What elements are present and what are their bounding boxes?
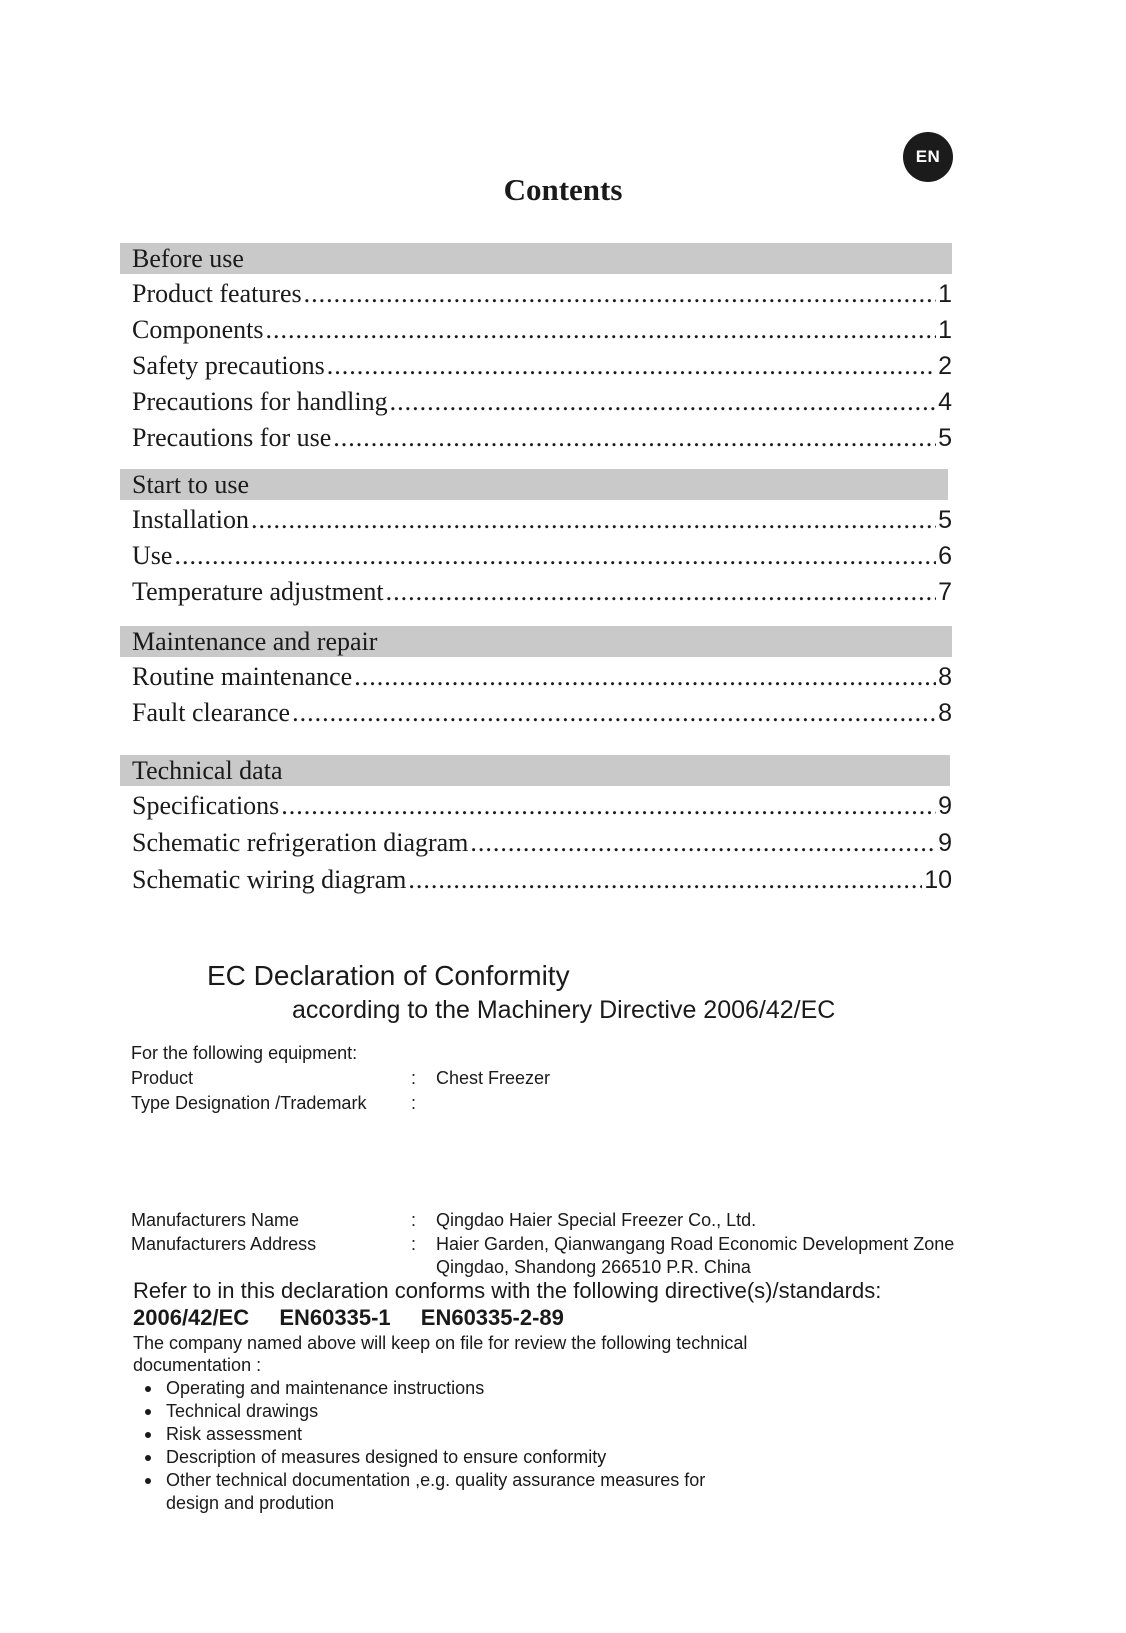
contents-title: Contents bbox=[503, 172, 623, 207]
product-colon: : bbox=[411, 1068, 417, 1088]
toc-entry-page: 8 bbox=[938, 699, 952, 727]
list-item-text: Risk assessment bbox=[166, 1424, 303, 1444]
toc-leader-dots bbox=[408, 862, 922, 898]
bullet-icon bbox=[145, 1455, 151, 1461]
language-badge-text: EN bbox=[915, 147, 941, 166]
toc-leader-dots bbox=[265, 312, 936, 348]
manufacturer-address-line1: Haier Garden, Qianwangang Road Economic Development Zone bbox=[436, 1234, 955, 1254]
list-item-text: Other technical documentation ,e.g. quality assurance measures for bbox=[166, 1470, 706, 1490]
toc-entry-page: 5 bbox=[938, 424, 952, 452]
toc-entry-page: 1 bbox=[938, 316, 952, 344]
refer-statement: Refer to in this declaration conforms with the following directive(s)/standards: bbox=[133, 1278, 882, 1303]
toc-entry[interactable] bbox=[132, 384, 952, 420]
bullet-icon bbox=[145, 1432, 151, 1438]
toc-entry-page: 1 bbox=[938, 280, 952, 308]
toc-entry-page: 9 bbox=[938, 829, 952, 857]
toc-entry-page: 7 bbox=[938, 578, 952, 606]
list-item bbox=[143, 1400, 705, 1423]
equipment-intro: For the following equipment: bbox=[131, 1043, 358, 1063]
standards-list bbox=[133, 1305, 588, 1331]
toc-entry-label: Components bbox=[132, 315, 264, 344]
toc-entry[interactable] bbox=[132, 788, 952, 824]
section-header-technical-data: Technical data bbox=[120, 755, 950, 786]
toc-leader-dots bbox=[333, 420, 936, 456]
toc-entry[interactable] bbox=[132, 348, 952, 384]
section-header-start-to-use: Start to use bbox=[120, 469, 948, 500]
standard-code: EN60335-1 bbox=[279, 1305, 391, 1330]
toc-entry[interactable] bbox=[132, 574, 952, 610]
declaration-title: EC Declaration of Conformity bbox=[207, 960, 570, 991]
toc-entry-label: Schematic wiring diagram bbox=[132, 865, 407, 894]
list-item-text: design and prodution bbox=[166, 1493, 335, 1513]
toc-entry[interactable] bbox=[132, 312, 952, 348]
list-item-text: Technical drawings bbox=[166, 1401, 319, 1421]
toc-entry-page: 8 bbox=[938, 663, 952, 691]
section-header-before-use: Before use bbox=[120, 243, 952, 274]
toc-entry[interactable] bbox=[132, 695, 952, 731]
toc-entry-label: Fault clearance bbox=[132, 698, 291, 727]
toc-leader-dots bbox=[281, 788, 936, 824]
manufacturer-address-line2: Qingdao, Shandong 266510 P.R. China bbox=[436, 1257, 751, 1277]
manufacturer-address-colon: : bbox=[411, 1234, 417, 1254]
toc-entry[interactable] bbox=[132, 538, 952, 574]
toc-entry-label: Schematic refrigeration diagram bbox=[132, 828, 469, 857]
company-statement: The company named above will keep on file for review the following technical documentation : bbox=[133, 1333, 748, 1375]
bullet-icon bbox=[145, 1386, 151, 1392]
toc-entry-label: Installation bbox=[132, 505, 249, 534]
toc-entry[interactable] bbox=[132, 276, 952, 312]
type-designation-colon: : bbox=[411, 1093, 417, 1113]
type-designation-label: Type Designation /Trademark bbox=[131, 1093, 367, 1113]
toc-entry-page: 9 bbox=[938, 792, 952, 820]
standard-code: EN60335-2-89 bbox=[420, 1305, 564, 1330]
standard-code: 2006/42/EC bbox=[133, 1305, 250, 1330]
section-header-maintenance-and-repair: Maintenance and repair bbox=[120, 626, 952, 657]
toc-leader-dots bbox=[470, 825, 936, 861]
toc-entry-label: Temperature adjustment bbox=[132, 577, 384, 606]
bullet-icon bbox=[145, 1478, 151, 1484]
toc-leader-dots bbox=[174, 538, 936, 574]
documentation-list bbox=[143, 1377, 705, 1515]
toc-leader-dots bbox=[327, 348, 936, 384]
toc-entry-label: Use bbox=[132, 541, 173, 570]
list-item-text: Description of measures designed to ensure conformity bbox=[166, 1447, 607, 1467]
toc-entry-label: Specifications bbox=[132, 791, 280, 820]
manufacturer-address-label: Manufacturers Address bbox=[131, 1234, 317, 1254]
toc-entry[interactable] bbox=[132, 862, 952, 898]
manufacturer-name-colon: : bbox=[411, 1210, 417, 1230]
toc-entry[interactable] bbox=[132, 502, 952, 538]
list-item-continuation bbox=[143, 1492, 705, 1515]
toc-entry-page: 5 bbox=[938, 506, 952, 534]
declaration-subtitle: according to the Machinery Directive 2006/42/EC bbox=[292, 996, 836, 1024]
toc-entry-page: 10 bbox=[924, 866, 952, 894]
toc-entry-label: Product features bbox=[132, 279, 302, 308]
list-item bbox=[143, 1446, 705, 1469]
manufacturer-name-value: Qingdao Haier Special Freezer Co., Ltd. bbox=[436, 1210, 757, 1230]
product-label: Product bbox=[131, 1068, 194, 1088]
toc-entry-page: 4 bbox=[938, 388, 952, 416]
toc-entry-label: Routine maintenance bbox=[132, 662, 353, 691]
manufacturer-name-label: Manufacturers Name bbox=[131, 1210, 300, 1230]
toc-entry-label: Precautions for use bbox=[132, 423, 332, 452]
toc-leader-dots bbox=[354, 659, 936, 695]
toc-entry-label: Safety precautions bbox=[132, 351, 325, 380]
toc-leader-dots bbox=[390, 384, 936, 420]
list-item bbox=[143, 1423, 705, 1446]
toc-leader-dots bbox=[292, 695, 936, 731]
toc-leader-dots bbox=[386, 574, 937, 610]
toc-entry-label: Precautions for handling bbox=[132, 387, 388, 416]
list-item-text: Operating and maintenance instructions bbox=[166, 1378, 485, 1398]
list-item bbox=[143, 1469, 705, 1492]
toc-entry-page: 6 bbox=[938, 542, 952, 570]
toc-entry[interactable] bbox=[132, 825, 952, 861]
bullet-icon bbox=[145, 1409, 151, 1415]
toc-leader-dots bbox=[304, 276, 936, 312]
toc-entry[interactable] bbox=[132, 420, 952, 456]
product-value: Chest Freezer bbox=[436, 1068, 551, 1088]
toc-entry-page: 2 bbox=[938, 352, 952, 380]
toc-entry[interactable] bbox=[132, 659, 952, 695]
toc-leader-dots bbox=[251, 502, 936, 538]
list-item bbox=[143, 1377, 705, 1400]
